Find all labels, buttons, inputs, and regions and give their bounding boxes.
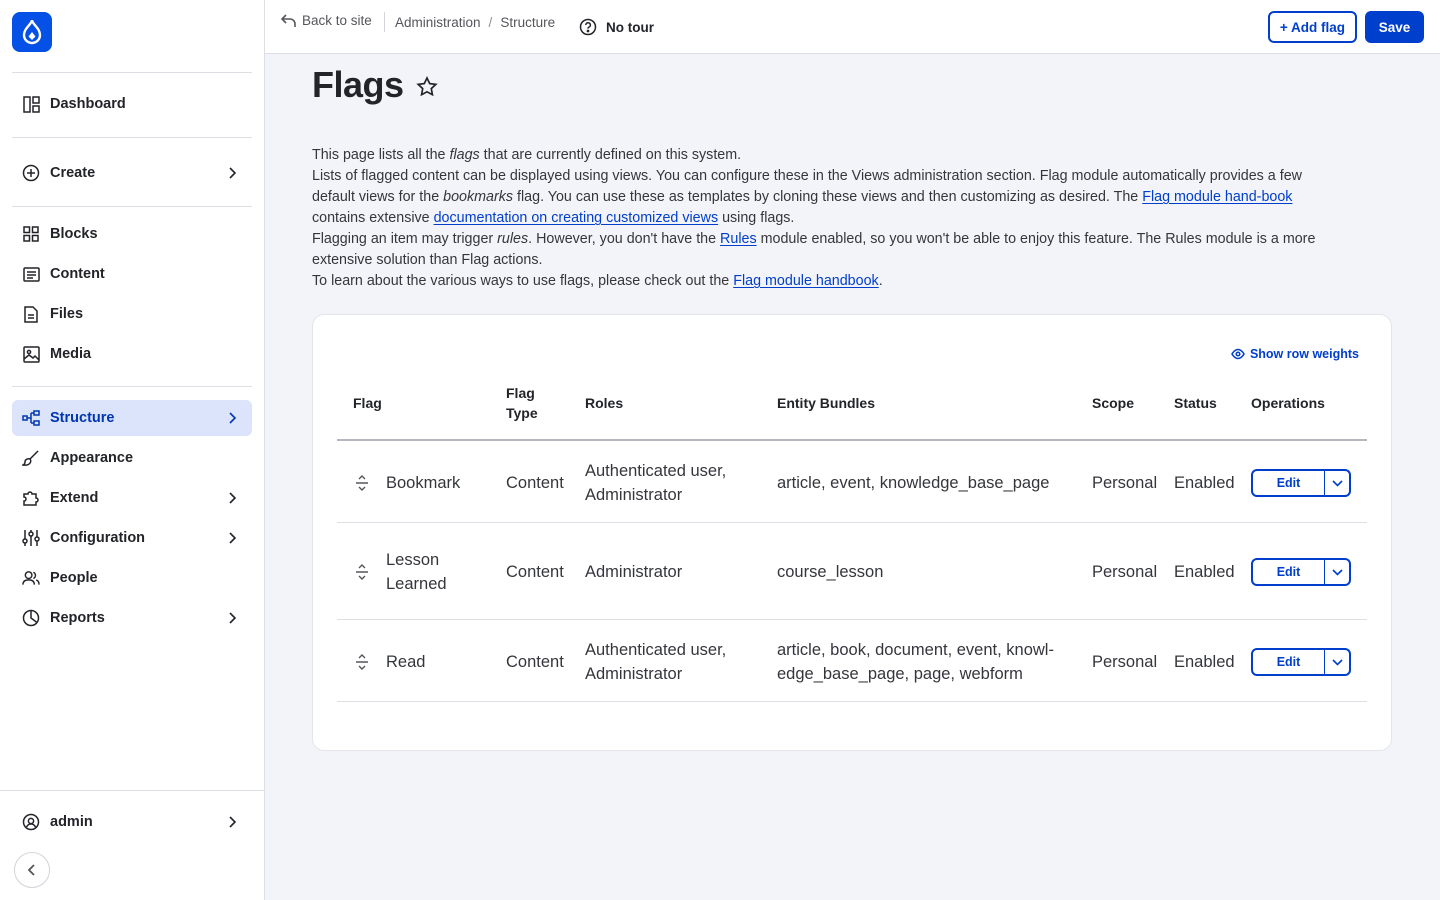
sidebar-item-structure[interactable] bbox=[12, 400, 252, 436]
chevron-right-icon bbox=[224, 490, 240, 506]
flags-table-card bbox=[312, 314, 1392, 751]
chevron-down-icon bbox=[1332, 480, 1343, 487]
sidebar-item-content[interactable] bbox=[12, 256, 252, 292]
flag-status: Enabled bbox=[1174, 653, 1235, 671]
sidebar-item-label: Structure bbox=[50, 410, 115, 426]
file-icon bbox=[22, 305, 40, 323]
sidebar-divider bbox=[12, 137, 252, 138]
sidebar-item-label: Appearance bbox=[50, 450, 134, 466]
edit-button[interactable]: Edit bbox=[1253, 560, 1325, 584]
sidebar-item-configuration[interactable] bbox=[12, 520, 252, 556]
breadcrumb-administration[interactable]: Administration bbox=[395, 15, 481, 30]
sidebar-item-files[interactable] bbox=[12, 296, 252, 332]
show-row-weights-button[interactable] bbox=[1231, 347, 1359, 361]
back-to-site-link[interactable] bbox=[281, 13, 372, 28]
page-title bbox=[312, 64, 438, 106]
operations-dropbutton bbox=[1251, 469, 1351, 497]
flag-bundles: article, event, knowledge_base_page bbox=[777, 474, 1050, 492]
table-header-divider bbox=[337, 439, 1367, 441]
drupal-logo[interactable] bbox=[12, 12, 52, 52]
chevron-right-icon bbox=[224, 814, 240, 830]
sidebar-item-label: Create bbox=[50, 165, 96, 181]
operations-toggle[interactable] bbox=[1325, 560, 1349, 584]
sidebar-item-label: Dashboard bbox=[50, 96, 126, 112]
chevron-down-icon bbox=[1332, 659, 1343, 666]
topbar-separator bbox=[384, 12, 385, 32]
help-circle-icon bbox=[579, 18, 597, 36]
sidebar-item-label: Media bbox=[50, 346, 92, 362]
row-divider bbox=[337, 522, 1367, 523]
drag-handle-icon[interactable] bbox=[354, 475, 370, 491]
header-flag[interactable]: Flag bbox=[353, 395, 382, 411]
dashboard-icon bbox=[22, 95, 40, 113]
star-icon[interactable] bbox=[416, 76, 438, 98]
sidebar-item-extend[interactable] bbox=[12, 480, 252, 516]
sidebar-item-create[interactable] bbox=[12, 155, 252, 191]
sidebar-item-appearance[interactable] bbox=[12, 440, 252, 476]
flag-roles: Authenticated user, Administrator bbox=[585, 641, 727, 683]
back-arrow-icon bbox=[281, 14, 296, 28]
sidebar-item-blocks[interactable] bbox=[12, 216, 252, 252]
sidebar-item-label: Files bbox=[50, 306, 84, 322]
header-scope[interactable]: Scope bbox=[1092, 395, 1135, 411]
sidebar-item-label: Reports bbox=[50, 610, 105, 626]
flag-type: Content bbox=[506, 474, 564, 492]
chevron-right-icon bbox=[224, 610, 240, 626]
sidebar-item-people[interactable] bbox=[12, 560, 252, 596]
chevron-right-icon bbox=[224, 165, 240, 181]
operations-toggle[interactable] bbox=[1325, 650, 1349, 674]
people-icon bbox=[22, 569, 40, 587]
tour-label: No tour bbox=[606, 19, 654, 35]
flag-type: Content bbox=[506, 563, 564, 581]
row-divider bbox=[337, 701, 1367, 702]
sidebar-item-media[interactable] bbox=[12, 336, 252, 372]
save-button[interactable]: Save bbox=[1365, 11, 1424, 43]
add-flag-button[interactable]: + Add flag bbox=[1268, 11, 1357, 43]
chevron-left-icon bbox=[25, 863, 39, 877]
sidebar-item-label: Blocks bbox=[50, 226, 98, 242]
flag-handbook-link[interactable]: Flag module hand-book bbox=[1142, 189, 1293, 205]
flag-bundles: course_lesson bbox=[777, 563, 884, 581]
flag-status: Enabled bbox=[1174, 563, 1235, 581]
image-icon bbox=[22, 345, 40, 363]
tour-button[interactable] bbox=[579, 18, 654, 36]
row-divider bbox=[337, 619, 1367, 620]
blocks-icon bbox=[22, 225, 40, 243]
sidebar-item-dashboard[interactable] bbox=[12, 86, 252, 122]
operations-dropbutton bbox=[1251, 558, 1351, 586]
sidebar-divider bbox=[12, 72, 252, 73]
back-to-site-label: Back to site bbox=[302, 13, 372, 28]
header-status[interactable]: Status bbox=[1174, 395, 1217, 411]
drag-handle-icon[interactable] bbox=[354, 564, 370, 580]
operations-toggle[interactable] bbox=[1325, 471, 1349, 495]
flag-name: Lesson Learned bbox=[386, 551, 447, 593]
structure-icon bbox=[22, 409, 40, 427]
sidebar-divider bbox=[0, 790, 264, 791]
flag-roles: Administrator bbox=[585, 563, 683, 581]
collapse-sidebar-button[interactable] bbox=[14, 852, 50, 888]
flag-scope: Personal bbox=[1092, 653, 1158, 671]
edit-button[interactable]: Edit bbox=[1253, 471, 1325, 495]
operations-dropbutton bbox=[1251, 648, 1351, 676]
header-operations: Operations bbox=[1251, 395, 1325, 411]
plus-circle-icon bbox=[22, 164, 40, 182]
chevron-right-icon bbox=[224, 410, 240, 426]
drag-handle-icon[interactable] bbox=[354, 654, 370, 670]
content-icon bbox=[22, 265, 40, 283]
sidebar-item-label: People bbox=[50, 570, 98, 586]
sidebar-divider bbox=[12, 386, 252, 387]
sidebar-item-user[interactable] bbox=[12, 804, 252, 840]
flag-scope: Personal bbox=[1092, 563, 1158, 581]
pie-chart-icon bbox=[22, 609, 40, 627]
sidebar-item-label: Configuration bbox=[50, 530, 146, 546]
breadcrumb-structure[interactable]: Structure bbox=[500, 15, 556, 30]
breadcrumb bbox=[395, 15, 555, 30]
flag-handbook-link-2[interactable]: Flag module handbook bbox=[733, 273, 879, 289]
sidebar bbox=[0, 0, 265, 900]
show-row-weights-label: Show row weights bbox=[1249, 347, 1359, 361]
header-entity-bundles[interactable]: Entity Bundles bbox=[777, 395, 876, 411]
flag-scope: Personal bbox=[1092, 474, 1158, 492]
flag-name: Bookmark bbox=[386, 474, 461, 492]
top-bar bbox=[265, 0, 1440, 54]
sidebar-divider bbox=[12, 206, 252, 207]
chevron-right-icon bbox=[224, 530, 240, 546]
sidebar-item-reports[interactable] bbox=[12, 600, 252, 636]
flag-type: Content bbox=[506, 653, 564, 671]
customized-views-docs-link[interactable]: documentation on creating customized views bbox=[433, 210, 719, 226]
header-flag-type[interactable]: Flag Type bbox=[506, 385, 538, 421]
breadcrumb-separator: / bbox=[488, 15, 493, 30]
header-roles[interactable]: Roles bbox=[585, 395, 624, 411]
puzzle-icon bbox=[22, 489, 40, 507]
sidebar-item-label: Content bbox=[50, 266, 105, 282]
sliders-icon bbox=[22, 529, 40, 547]
brush-icon bbox=[22, 449, 40, 467]
page-title-text: Flags bbox=[312, 64, 404, 105]
flag-roles: Authenticated user, Administrator bbox=[585, 462, 727, 504]
flag-status: Enabled bbox=[1174, 474, 1235, 492]
page-description: This page lists all the flags that are currently defined on this system. Lists of flagged content can be displayed using views. You can configure these in the Views administration section. Flag module automatically provides a few default views for the bookmarks flag. You can use these as templates by cloning these views and then customizing as desired. The Flag module hand-book contains extensive documentation on creating customized views using flags. Flagging an item may trigger rules. However, you don't have the Rules module enabled, so you won't be able to enjoy this feature. The Rules module is a more extensive solution than Flag actions. To learn about the various ways to use flags, please check out the Flag module handbook. bbox=[312, 147, 1316, 289]
sidebar-item-label: Extend bbox=[50, 490, 99, 506]
drupal-drop-icon bbox=[21, 19, 43, 45]
rules-link[interactable]: Rules bbox=[720, 231, 757, 247]
eye-icon bbox=[1231, 348, 1245, 360]
flag-bundles: article, book, document, event, knowl- edge_base_page, page, webform bbox=[777, 641, 1054, 683]
sidebar-user-label: admin bbox=[50, 814, 93, 830]
edit-button[interactable]: Edit bbox=[1253, 650, 1325, 674]
chevron-down-icon bbox=[1332, 569, 1343, 576]
user-circle-icon bbox=[22, 813, 40, 831]
flag-name: Read bbox=[386, 653, 426, 671]
